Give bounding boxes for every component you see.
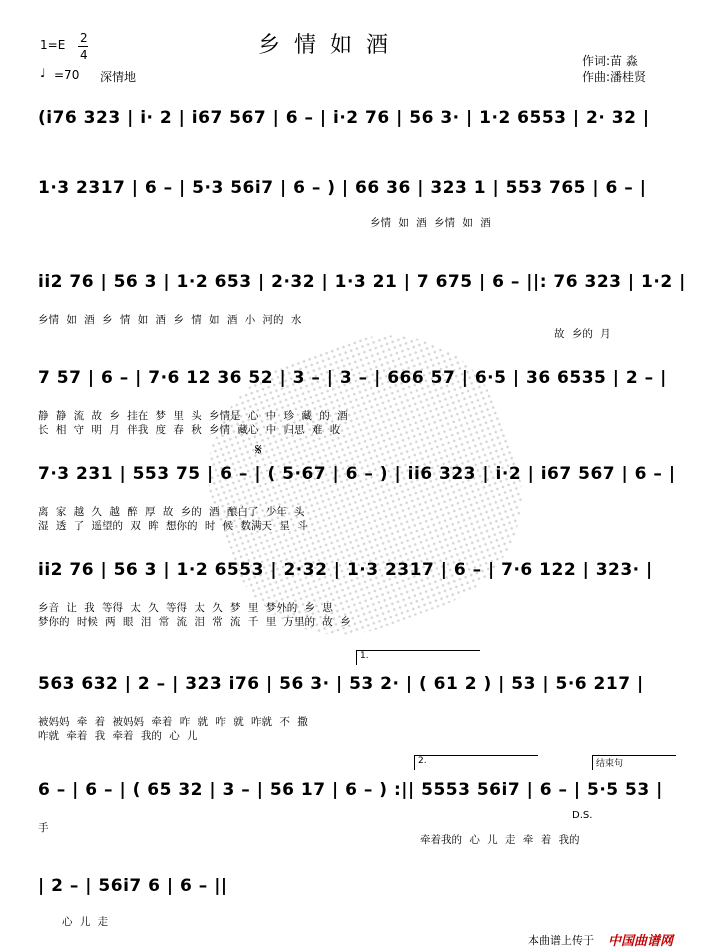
upload-credit: 本曲谱上传于 <box>528 934 594 947</box>
score-row-1-notes: (i76 323 | i· 2 | i67 567 | 6 – | i·2 76 | 56 3· | 1·2 6553 | 2· 32 | <box>38 108 650 128</box>
score-row-7-notes: 563 632 | 2 – | 323 i76 | 56 3· | 53 2· | ( 61 2 ) | 53 | 5·6 217 | <box>38 674 644 694</box>
score-row-6-notes: ii2 76 | 56 3 | 1·2 6553 | 2·32 | 1·3 2317 | 6 – | 7·6 122 | 323· | <box>38 560 653 580</box>
score-row-3-notes: ii2 76 | 56 3 | 1·2 653 | 2·32 | 1·3 21 | 7 675 | 6 – ||: 76 323 | 1·2 | <box>38 272 686 292</box>
time-signature-top: 2 <box>80 31 88 45</box>
score-row-3-lyrics-2: 故 乡的 月 <box>554 328 611 340</box>
expression: 深情地 <box>100 70 137 84</box>
score-row-6-lyrics-1: 乡音 让 我 等得 太 久 等得 太 久 梦 里 梦外的 乡 思 <box>38 602 333 614</box>
volta-1: 1. <box>356 650 480 665</box>
composer: 作曲:潘桂贤 <box>582 70 647 84</box>
key-signature: 1=E <box>40 38 66 52</box>
score-row-4-lyrics-2: 长 相 守 明 月 伴我 度 春 秋 乡情 藏心 中 归思 难 收 <box>38 424 341 436</box>
score-row-2-lyrics-1: 乡情 如 酒 乡情 如 酒 <box>370 217 491 229</box>
score-row-2-notes: 1·3 2317 | 6 – | 5·3 56i7 | 6 – ) | 66 36 | 323 1 | 553 765 | 6 – | <box>38 178 647 198</box>
score-row-9-lyrics-1: 心 儿 走 <box>62 916 109 928</box>
score-row-5-lyrics-1: 离 家 越 久 越 醉 厚 故 乡的 酒 酿白了 少年 头 <box>38 506 305 518</box>
score-row-3-lyrics-1: 乡情 如 酒 乡 情 如 酒 乡 情 如 酒 小 河的 水 <box>38 314 302 326</box>
time-signature-divider <box>78 46 88 47</box>
score-row-7-lyrics-1: 被妈妈 牵 着 被妈妈 牵着 咋 就 咋 就 咋就 不 撒 <box>38 716 308 728</box>
volta-2: 2. <box>414 755 538 770</box>
tempo: =70 <box>54 68 80 82</box>
ending-label: 结束句 <box>592 755 676 770</box>
score-row-8-lyrics-1: 手 <box>38 822 49 834</box>
score-row-9-notes: | 2 – | 56i7 6 | 6 – || <box>38 876 228 896</box>
score-row-8-lyrics-2: 牵着我的 心 儿 走 牵 着 我的 <box>420 834 580 846</box>
segno-icon: 𝄋 <box>255 440 262 459</box>
quarter-note-icon: ♩ <box>40 66 46 80</box>
lyricist: 作词:苗 淼 <box>582 54 638 68</box>
score-row-7-lyrics-2: 咋就 牵着 我 牵着 我的 心 儿 <box>38 730 198 742</box>
score-row-8-notes: 6 – | 6 – | ( 65 32 | 3 – | 56 17 | 6 – ) :|| 5553 56i7 | 6 – | 5·5 53 | <box>38 780 663 800</box>
time-signature-bottom: 4 <box>80 48 88 62</box>
ds-mark: D.S. <box>572 810 593 821</box>
score-row-4-notes: 7 57 | 6 – | 7·6 12 36 52 | 3 – | 3 – | 666 57 | 6·5 | 36 6535 | 2 – | <box>38 368 667 388</box>
score-row-6-lyrics-2: 梦你的 时候 两 眼 泪 常 流 泪 常 流 千 里 万里的 故 乡 <box>38 616 351 628</box>
score-row-5-notes: 7·3 231 | 553 75 | 6 – | ( 5·67 | 6 – ) | ii6 323 | i·2 | i67 567 | 6 – | <box>38 464 676 484</box>
score-row-4-lyrics-1: 静 静 流 故 乡 挂在 梦 里 头 乡情是 心 中 珍 藏 的 酒 <box>38 410 348 422</box>
site-logo[interactable]: 中国曲谱网 <box>608 934 674 949</box>
score-row-5-lyrics-2: 湿 透 了 遥望的 双 眸 想你的 时 候 数满天 星 斗 <box>38 520 308 532</box>
page-title: 乡情如酒 <box>258 33 403 58</box>
